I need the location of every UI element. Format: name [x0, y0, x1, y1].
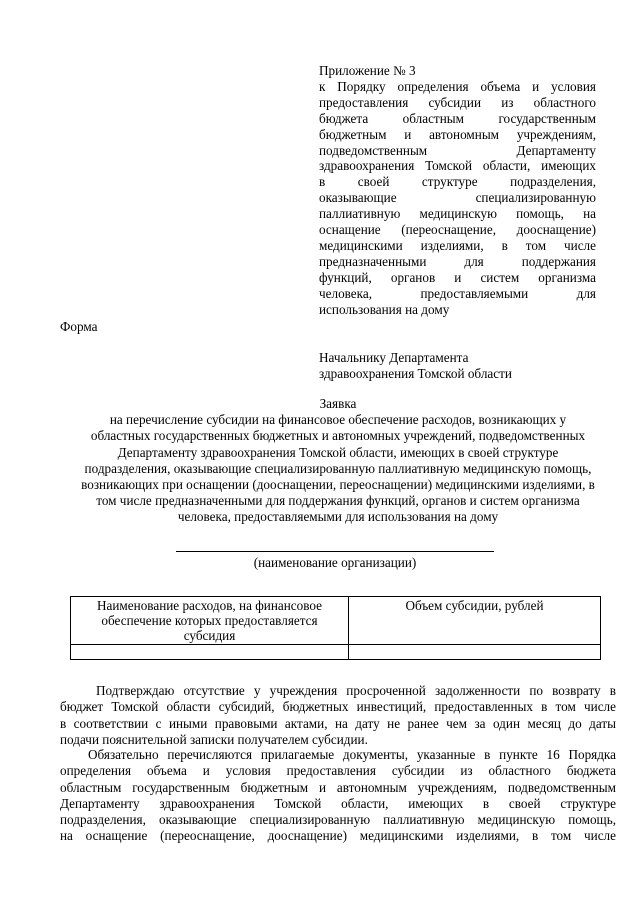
appendix-line: здравоохранения Томской области, имеющих — [319, 158, 596, 174]
appendix-line: бюджета областным государственным — [319, 110, 596, 126]
paragraph-line: Подтверждаю отсутствие у учреждения просроченной задолженности по возврату в — [96, 683, 616, 698]
table-row — [71, 645, 601, 660]
paragraph-line: определения объема и условия предоставления субсидии из областного бюджета — [60, 763, 616, 779]
appendix-line: медицинскими изделиями, в том числе — [319, 237, 596, 253]
request-line: человека, предоставляемыми для использования на дому — [177, 509, 499, 525]
appendix-line: предоставления субсидии из областного — [319, 94, 596, 110]
appendix-header — [319, 63, 596, 318]
addressee-block — [319, 350, 512, 382]
form-label: Форма — [60, 319, 98, 334]
paragraph-line: Департаменту здравоохранения Томской области, имеющих в своей структуре — [60, 795, 616, 811]
request-line: подразделения, оказывающие специализированную паллиативную медицинскую помощь, — [84, 460, 592, 476]
appendix-line: использования на дому — [319, 301, 450, 317]
expenses-table — [70, 596, 601, 660]
table-cell[interactable] — [349, 645, 601, 660]
paragraph-line: Обязательно перечисляются прилагаемые документы, указанные в пункте 16 Порядка — [88, 747, 616, 762]
request-line: на перечисление субсидии на финансовое обеспечение расходов, возникающих у — [109, 412, 567, 428]
appendix-line: к Порядку определения объема и условия — [319, 78, 596, 94]
documents-paragraph — [60, 747, 616, 845]
request-heading — [60, 396, 616, 526]
organization-caption: (наименование организации) — [253, 555, 417, 570]
request-title: Заявка — [319, 396, 357, 411]
paragraph-line: областным государственным бюджетным и автономным учреждениям, подведомственным — [60, 779, 616, 795]
organization-name-field[interactable] — [176, 551, 494, 552]
addressee-line: здравоохранения Томской области — [319, 366, 512, 381]
appendix-line: подведомственным Департаменту — [319, 142, 596, 158]
appendix-line: оказывающие специализированную — [319, 190, 596, 206]
confirmation-paragraph — [60, 683, 616, 748]
request-line: Департаменту здравоохранения Томской области, имеющих в своей структуре — [117, 444, 559, 460]
paragraph-line: на оснащение (переоснащение, дооснащение) медицинскими изделиями, в том числе — [60, 828, 616, 844]
appendix-line: человека, предоставляемыми для — [319, 285, 596, 301]
request-line: возникающих при оснащении (дооснащении, переоснащении) медицинскими изделиями, в — [81, 477, 595, 493]
appendix-title: Приложение № 3 — [319, 63, 416, 78]
table-cell[interactable] — [71, 645, 349, 660]
table-header-row — [71, 597, 601, 645]
paragraph-line: подразделения, оказывающие специализированную паллиативную медицинскую помощь, — [60, 812, 616, 828]
appendix-body — [319, 79, 596, 318]
addressee-line: Начальнику Департамента — [319, 350, 469, 365]
paragraph-line: бюджет Томской области субсидий, бюджетных инвестиций, предоставленных в том числе — [60, 699, 616, 715]
appendix-line: бюджетным и автономным учреждениям, — [319, 126, 596, 142]
paragraph-line: в соответствии с иными правовыми актами, на дату не ранее чем за один месяц до даты — [60, 715, 616, 731]
request-line: областных государственных бюджетных и автономных учреждений, подведомственных — [90, 428, 586, 444]
request-line: том числе предназначенными для поддержания функций, органов и систем организма — [96, 493, 580, 509]
paragraph-line: подачи пояснительной записки получателем субсидии. — [60, 731, 368, 747]
appendix-line: в своей структуре подразделения, — [319, 174, 596, 190]
appendix-line: оснащение (переоснащение, дооснащение) — [319, 222, 596, 238]
table-header-subsidy-amount: Объем субсидии, рублей — [349, 597, 601, 645]
appendix-line: предназначенными для поддержания — [319, 253, 596, 269]
appendix-line: функций, органов и систем организма — [319, 269, 596, 285]
table-header-expense-name: Наименование расходов, на финансовое обеспечение которых предоставляется субсидия — [71, 597, 349, 645]
appendix-line: паллиативную медицинскую помощь, на — [319, 206, 596, 222]
